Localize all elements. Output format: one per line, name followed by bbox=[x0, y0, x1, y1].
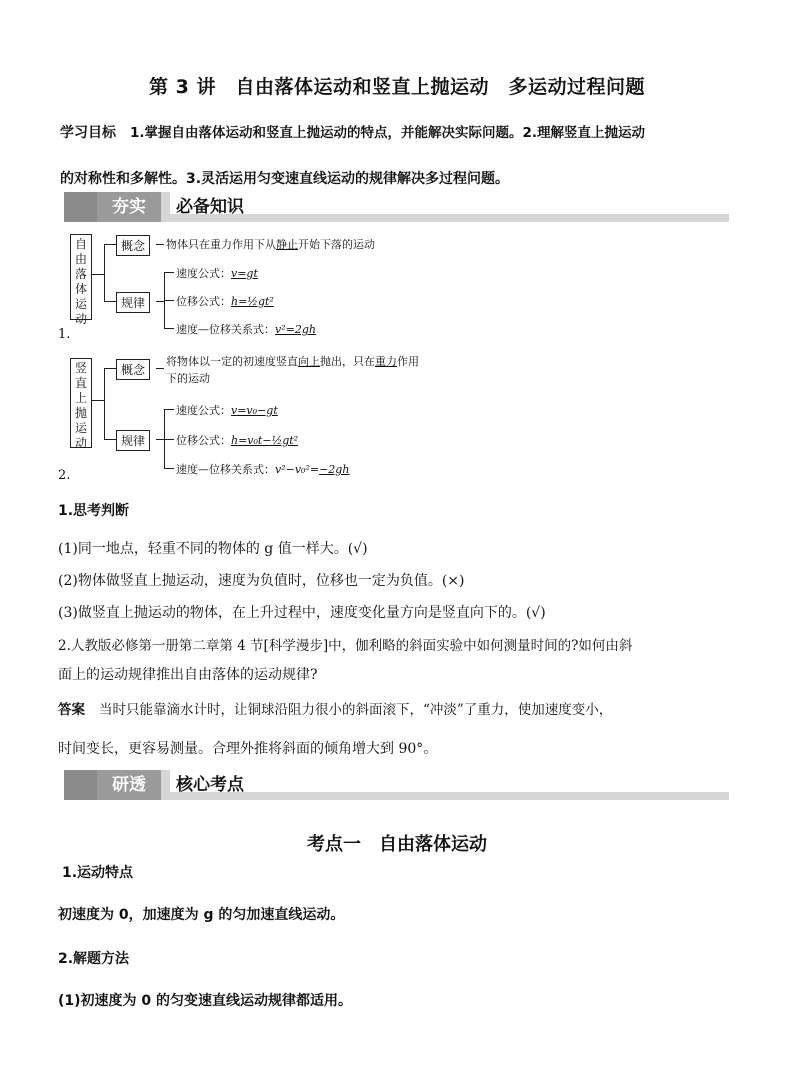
think-item-3: (3)做竖直上抛运动的物体，在上升过程中，速度变化量方向是竖直向下的。(√) bbox=[58, 605, 546, 621]
rule-velocity-displacement: 速度—位移关系式：v²−v₀²=−2gh bbox=[176, 463, 350, 476]
section-band-core bbox=[64, 770, 729, 800]
think-heading: 1.思考判断 bbox=[58, 503, 130, 519]
concept-text-line2: 下的运动 bbox=[166, 372, 210, 385]
think-item-2: (2)物体做竖直上抛运动，速度为负值时，位移也一定为负值。(×) bbox=[58, 573, 465, 589]
goals-line1: 1.掌握自由落体运动和竖直上抛运动的特点，并能解决实际问题。2.理解竖直上抛运动 bbox=[130, 125, 646, 141]
answer bbox=[58, 698, 738, 718]
point-p1: 初速度为 0，加速度为 g 的匀加速直线运动。 bbox=[58, 907, 345, 923]
diagram-root-box: 自由落体运动 bbox=[70, 234, 92, 320]
diagram-root-box: 竖直上抛运动 bbox=[70, 358, 92, 448]
question-2-line1: 2.人教版必修第一册第二章第 4 节[科学漫步]中，伽利略的斜面实验中如何测量时间的?如何由斜 bbox=[58, 638, 633, 654]
rule-displacement: 位移公式：h=v₀t−½gt² bbox=[176, 434, 299, 447]
page-title: 第 3 讲 自由落体运动和竖直上抛运动 多运动过程问题 bbox=[149, 76, 645, 98]
section-band-basics bbox=[64, 192, 729, 222]
answer-label: 答案 bbox=[58, 702, 85, 718]
free-fall-diagram bbox=[60, 228, 520, 348]
rules-box: 规律 bbox=[116, 430, 150, 451]
question-2-line2: 面上的运动规律推出自由落体的运动规律? bbox=[58, 667, 318, 683]
concept-box: 概念 bbox=[116, 359, 150, 380]
diagram1-number: 1. bbox=[58, 327, 71, 342]
answer-line2: 时间变长，更容易测量。合理外推将斜面的倾角增大到 90°。 bbox=[58, 741, 438, 757]
section-tab: 研透 bbox=[97, 770, 161, 800]
learning-goals bbox=[60, 110, 740, 202]
point-title: 考点一 自由落体运动 bbox=[307, 834, 487, 855]
rule-displacement: 位移公式：h=½gt² bbox=[176, 295, 274, 308]
section-heading: 必备知识 bbox=[176, 197, 244, 217]
rule-velocity-displacement: 速度—位移关系式：v²=2gh bbox=[176, 323, 316, 336]
goals-label: 学习目标 bbox=[60, 125, 116, 141]
rules-box: 规律 bbox=[116, 292, 150, 313]
section-heading: 核心考点 bbox=[176, 775, 244, 795]
rule-velocity: 速度公式：v=v₀−gt bbox=[176, 404, 278, 417]
concept-text-line1: 将物体以一定的初速度竖直向上抛出，只在重力作用 bbox=[166, 355, 419, 368]
vertical-throw-diagram bbox=[60, 350, 520, 480]
point-h2: 2.解题方法 bbox=[58, 951, 130, 967]
concept-box: 概念 bbox=[116, 235, 150, 256]
rule-velocity: 速度公式：v=gt bbox=[176, 267, 258, 280]
point-h1: 1.运动特点 bbox=[62, 865, 134, 881]
concept-text: 物体只在重力作用下从静止开始下落的运动 bbox=[166, 238, 375, 251]
answer-line1: 当时只能靠滴水计时，让铜球沿阻力很小的斜面滚下，“冲淡”了重力，使加速度变小， bbox=[99, 702, 613, 718]
goals-line2: 的对称性和多解性。3.灵活运用匀变速直线运动的规律解决多过程问题。 bbox=[60, 171, 510, 187]
point-p2: (1)初速度为 0 的匀变速直线运动规律都适用。 bbox=[58, 993, 353, 1009]
diagram2-number: 2. bbox=[58, 468, 71, 483]
think-item-1: (1)同一地点，轻重不同的物体的 g 值一样大。(√) bbox=[58, 541, 368, 557]
section-tab: 夯实 bbox=[97, 192, 161, 222]
